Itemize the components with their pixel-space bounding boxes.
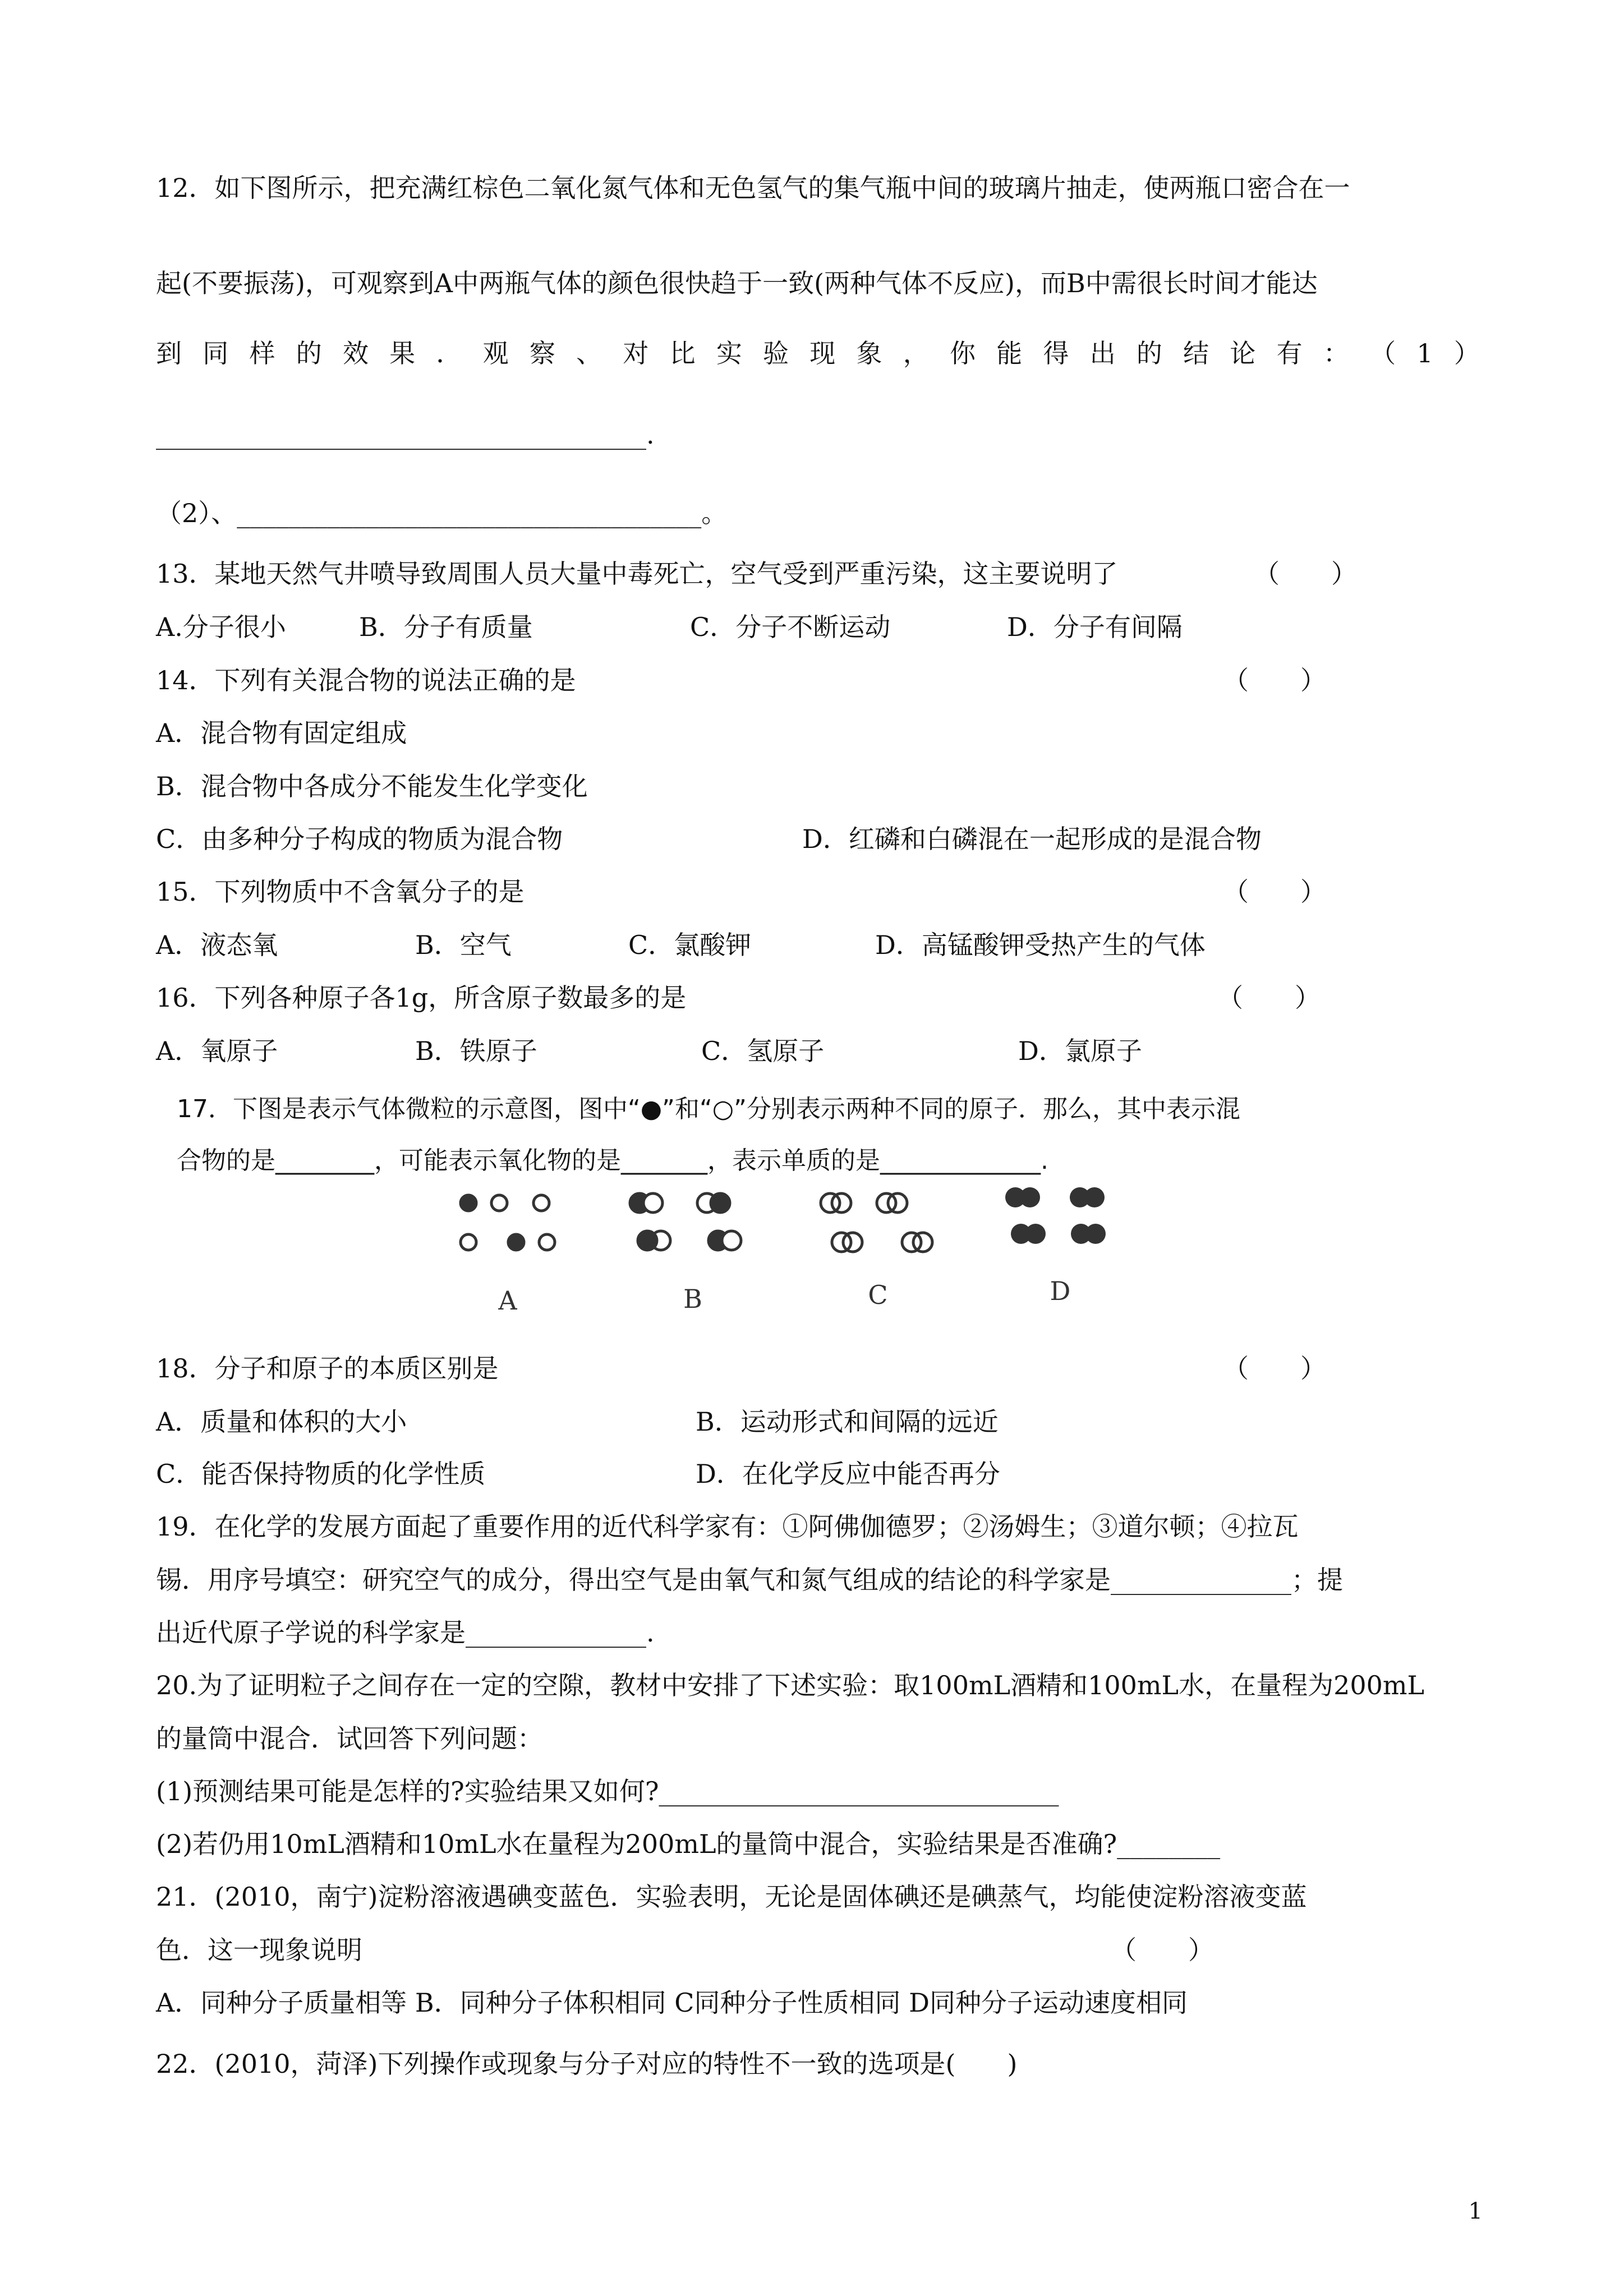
q16-option-d[interactable]: D．氯原子 [1018,1036,1142,1066]
q13-option-c[interactable]: C．分子不断运动 [690,612,891,642]
black-atom [508,1234,524,1250]
black-atom [1085,1224,1106,1244]
q12-answer-blank-1[interactable]: ______________________________________. [156,419,655,450]
particle-group-b [630,1193,741,1250]
q15-option-b[interactable]: B．空气 [415,930,512,960]
white-atom [832,1233,851,1252]
q16-option-a[interactable]: A．氧原子 [156,1036,278,1066]
white-atom [902,1233,921,1252]
q19-line-1: 19．在化学的发展方面起了重要作用的近代科学家有：①阿佛伽德罗；②汤姆生；③道尔顿；④拉瓦 [156,1511,1299,1542]
q13-option-a[interactable]: A.分子很小 [156,612,286,642]
q17-line-1: 17．下图是表示气体微粒的示意图，图中“●”和“○”分别表示两种不同的原子．那么，其中表示混 [177,1095,1240,1123]
q16-answer-paren[interactable]: （ ） [1217,983,1321,1013]
white-atom [533,1195,549,1211]
black-atom [1084,1187,1105,1207]
q21-answer-paren[interactable]: （ ） [1111,1935,1214,1965]
white-atom [821,1193,840,1212]
q14-answer-paren[interactable]: （ ） [1223,665,1326,695]
q14-option-d[interactable]: D．红磷和白磷混在一起形成的是混合物 [802,824,1262,854]
white-atom [539,1234,555,1250]
q16-stem: 16．下列各种原子各1g，所含原子数最多的是 [156,983,687,1013]
q21-line-1: 21．(2010，南宁)淀粉溶液遇碘变蓝色．实验表明，无论是固体碘还是碘蒸气，均能使淀粉溶液变蓝 [156,1882,1307,1912]
q15-answer-paren[interactable]: （ ） [1223,877,1326,907]
white-atom [722,1231,741,1250]
q20-line-1: 20.为了证明粒子之间存在一定的空隙，教材中安排了下述实验：取100mL酒精和100mL水，在量程为200mL [156,1670,1425,1700]
q19-line-2: 锡．用序号填空：研究空气的成分，得出空气是由氧气和氮气组成的结论的科学家是______________；提 [156,1565,1343,1595]
q18-option-b[interactable]: B．运动形式和间隔的远近 [696,1407,999,1437]
diagram-label-a: A [498,1285,517,1316]
q20-line-2: 的量筒中混合．试回答下列问题： [156,1723,543,1754]
q14-stem: 14．下列有关混合物的说法正确的是 [156,665,576,695]
q20-line-3: (1)预测结果可能是怎样的?实验结果又如何?_______________________________ [156,1776,1059,1806]
particle-group-c [821,1193,932,1252]
white-atom [877,1193,896,1212]
white-atom [913,1233,932,1252]
q14-option-a[interactable]: A．混合物有固定组成 [156,718,407,748]
q12-line-2: 起(不要振荡)，可观察到A中两瓶气体的颜色很快趋于一致(两种气体不反应)，而B中需很长时间才能达 [156,268,1318,298]
white-atom [888,1193,907,1212]
q16-option-b[interactable]: B．铁原子 [415,1036,537,1066]
q15-option-a[interactable]: A．液态氧 [156,930,278,960]
black-atom [461,1195,476,1211]
q20-line-4: (2)若仍用10mL酒精和10mL水在量程为200mL的量筒中混合，实验结果是否准确?________ [156,1829,1221,1859]
q15-option-c[interactable]: C．氯酸钾 [628,930,752,960]
q16-option-c[interactable]: C．氢原子 [701,1036,825,1066]
black-atom [638,1231,657,1250]
black-atom [1020,1187,1040,1207]
white-atom [461,1234,476,1250]
white-atom [832,1193,851,1212]
q21-line-2: 色．这一现象说明 [156,1935,362,1965]
q13-stem: 13．某地天然气井喷导致周围人员大量中毒死亡，空气受到严重污染，这主要说明了 [156,559,1118,589]
diagram-label-b: B [683,1284,702,1314]
white-atom [491,1195,507,1211]
q14-option-b[interactable]: B．混合物中各成分不能发生化学变化 [156,771,588,801]
black-atom [711,1193,730,1212]
q15-stem: 15．下列物质中不含氧分子的是 [156,877,525,907]
q22-stem: 22．(2010，菏泽)下列操作或现象与分子对应的特性不一致的选项是( ) [156,2049,1018,2079]
diagram-label-d: D [1050,1276,1071,1306]
q19-line-3: 出近代原子学说的科学家是______________. [156,1617,655,1648]
q21-options[interactable]: A．同种分子质量相等 B．同种分子体积相同 C同种分子性质相同 D同种分子运动速度相同 [156,1988,1188,2018]
q12-line-1: 12．如下图所示，把充满红棕色二氧化氮气体和无色氢气的集气瓶中间的玻璃片抽走，使两瓶口密合在一 [156,173,1350,203]
q18-option-a[interactable]: A．质量和体积的大小 [156,1407,407,1437]
q17-line-2: 合物的是________，可能表示氧化物的是_______，表示单质的是_____________. [177,1146,1048,1175]
q18-answer-paren[interactable]: （ ） [1223,1353,1326,1384]
q18-option-d[interactable]: D．在化学反应中能否再分 [696,1459,1000,1489]
particle-diagram [438,1178,1111,1324]
q12-line-3: 到 同 样 的 效 果 ． 观 察 、 对 比 实 验 现 象 ， 你 能 得 出 的 结 论 有 ： （ 1 ） [156,338,1480,368]
q13-answer-paren[interactable]: （ ） [1254,559,1357,589]
q15-option-d[interactable]: D．高锰酸钾受热产生的气体 [875,930,1206,960]
page-number: 1 [1468,2198,1483,2224]
particle-group-a [461,1195,555,1250]
particle-group-d [1005,1187,1106,1244]
diagram-label-c: C [868,1280,888,1310]
q13-option-d[interactable]: D．分子有间隔 [1007,612,1183,642]
white-atom [843,1233,862,1252]
q12-answer-blank-2[interactable]: （2）、____________________________________。 [156,498,728,528]
q14-option-c[interactable]: C．由多种分子构成的物质为混合物 [156,824,563,854]
white-atom [643,1193,663,1212]
black-atom [1025,1224,1046,1244]
q18-stem: 18．分子和原子的本质区别是 [156,1353,499,1384]
q13-option-b[interactable]: B．分子有质量 [359,612,533,642]
q18-option-c[interactable]: C．能否保持物质的化学性质 [156,1459,486,1489]
